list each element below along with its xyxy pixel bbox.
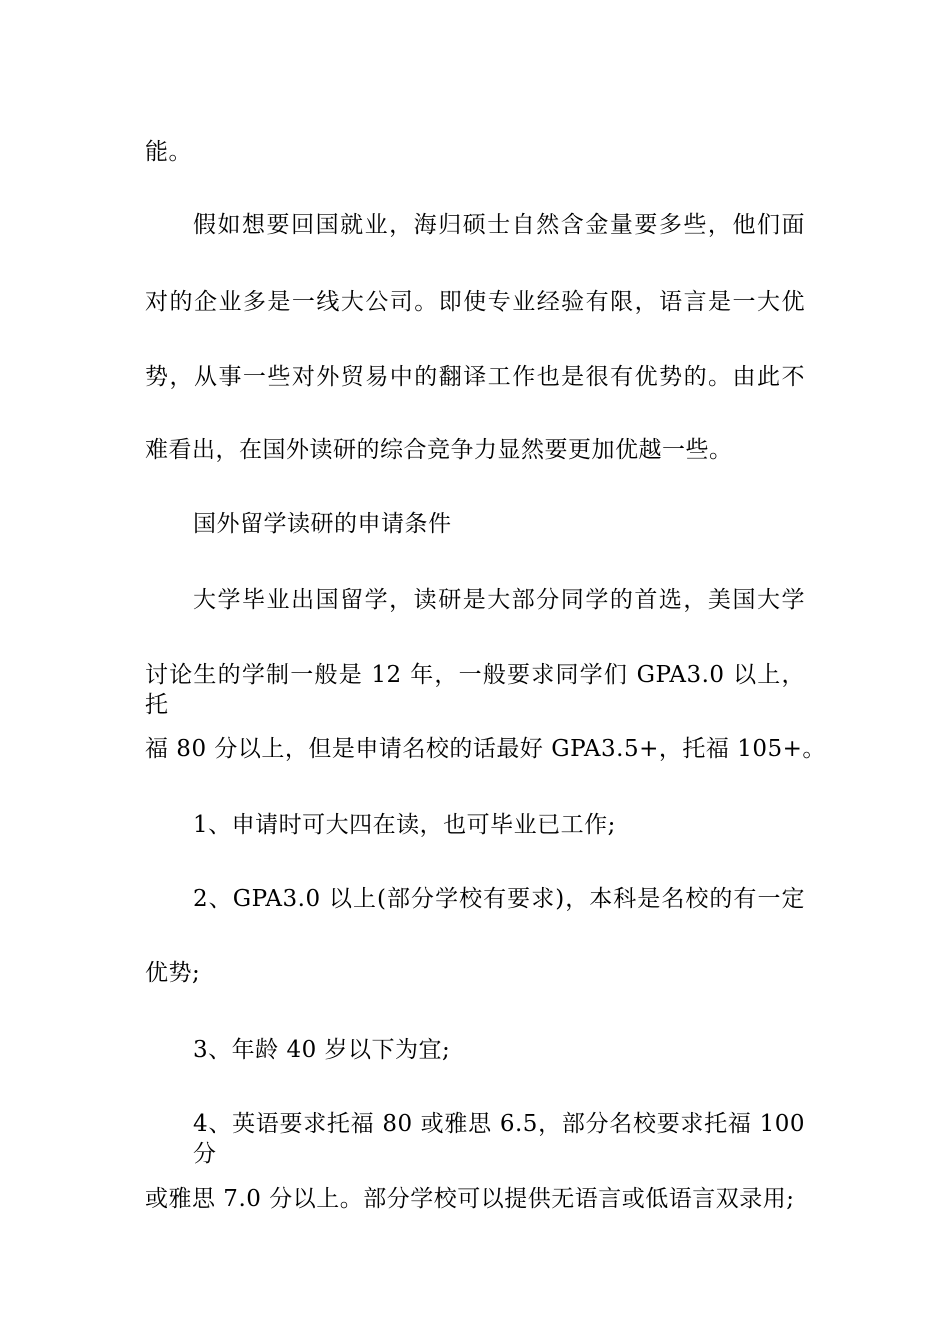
paragraph-line: 势，从事一些对外贸易中的翻译工作也是很有优势的。由此不	[145, 364, 805, 390]
section-heading: 国外留学读研的申请条件	[193, 511, 452, 537]
paragraph-line: 大学毕业出国留学，读研是大部分同学的首选，美国大学	[193, 587, 805, 613]
list-item-continuation: 优势;	[145, 960, 201, 986]
paragraph-line: 假如想要回国就业，海归硕士自然含金量要多些，他们面	[193, 212, 805, 238]
list-item: 2、GPA3.0 以上(部分学校有要求)，本科是名校的有一定	[193, 886, 805, 912]
list-item-continuation: 或雅思 7.0 分以上。部分学校可以提供无语言或低语言双录用;	[145, 1186, 795, 1212]
list-item: 3、年龄 40 岁以下为宜;	[193, 1037, 451, 1063]
paragraph-line: 讨论生的学制一般是 12 年，一般要求同学们 GPA3.0 以上，托	[145, 662, 805, 718]
list-item: 4、英语要求托福 80 或雅思 6.5，部分名校要求托福 100 分	[193, 1111, 805, 1167]
paragraph-line: 能。	[145, 139, 192, 165]
list-item: 1、申请时可大四在读，也可毕业已工作;	[193, 812, 616, 838]
paragraph-line: 难看出，在国外读研的综合竞争力显然要更加优越一些。	[145, 437, 733, 463]
paragraph-line: 对的企业多是一线大公司。即使专业经验有限，语言是一大优	[145, 289, 805, 315]
paragraph-line: 福 80 分以上，但是申请名校的话最好 GPA3.5+，托福 105+。	[145, 736, 826, 762]
